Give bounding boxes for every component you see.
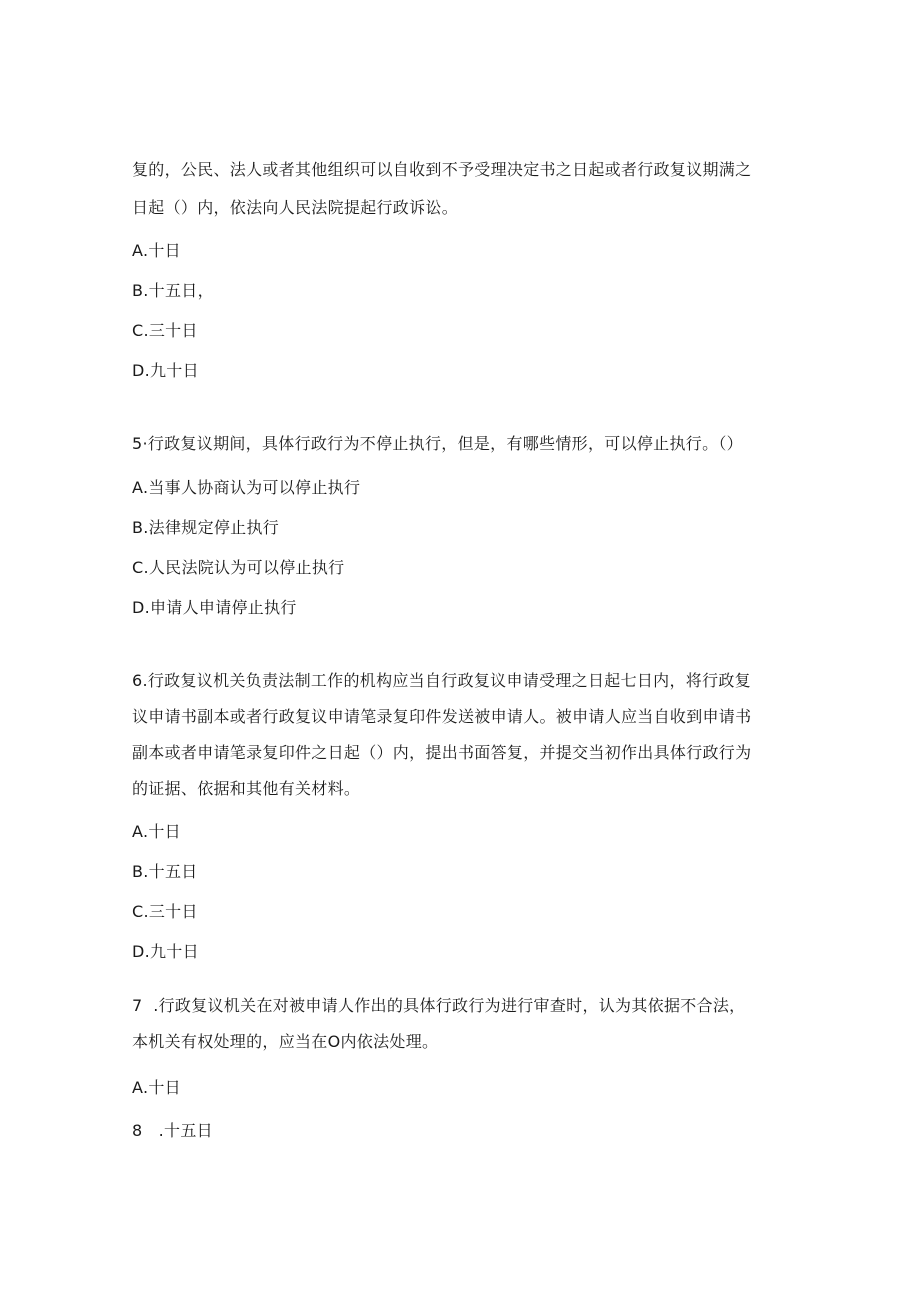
q6-stem-line-3: 副本或者申请笔录复印件之日起（）内，提出书面答复，并提交当初作出具体行政行为 [132, 743, 752, 762]
q5-option-c: C.人民法院认为可以停止执行 [132, 558, 345, 577]
q6-option-d: D.九十日 [132, 942, 199, 961]
q4-option-b: B.十五日， [132, 281, 214, 300]
q5-option-d: D.申请人申请停止执行 [132, 598, 297, 617]
q7-stem-line-1: 7 .行政复议机关在对被申请人作出的具体行政行为进行审查时，认为其依据不合法， [132, 996, 746, 1015]
q5-option-b: B.法律规定停止执行 [132, 518, 280, 537]
q6-stem-line-2: 议申请书副本或者行政复议申请笔录复印件发送被申请人。被申请人应当自收到申请书 [132, 707, 752, 726]
q7-option-a: A.十日 [132, 1078, 181, 1097]
q4-option-c: C.三十日 [132, 321, 198, 340]
q6-option-a: A.十日 [132, 822, 181, 841]
q4-stem-line-2: 日起（）内，依法向人民法院提起行政诉讼。 [132, 198, 459, 217]
q6-stem-line-4: 的证据、依据和其他有关材料。 [132, 779, 361, 798]
q5-stem: 5·行政复议期间，具体行政行为不停止执行，但是，有哪些情形，可以停止执行。（） [132, 434, 743, 453]
q4-option-a: A.十日 [132, 241, 181, 260]
q6-option-b: B.十五日 [132, 862, 198, 881]
q6-option-c: C.三十日 [132, 902, 198, 921]
q6-stem-line-1: 6.行政复议机关负责法制工作的机构应当自行政复议申请受理之日起七日内，将行政复 [132, 671, 751, 690]
q8-stem-fragment: 8 .十五日 [132, 1121, 213, 1140]
q5-option-a: A.当事人协商认为可以停止执行 [132, 478, 361, 497]
q4-stem-line-1: 复的，公民、法人或者其他组织可以自收到不予受理决定书之日起或者行政复议期满之 [132, 160, 752, 179]
q4-option-d: D.九十日 [132, 361, 199, 380]
q7-stem-line-2: 本机关有权处理的，应当在O内依法处理。 [132, 1032, 439, 1051]
